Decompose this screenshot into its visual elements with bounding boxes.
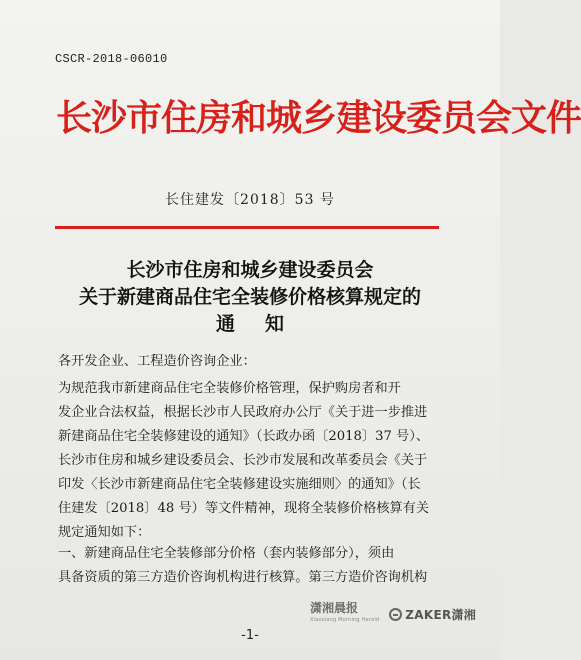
addressee-line: 各开发企业、工程造价咨询企业： <box>58 354 256 369</box>
paragraph-line: 新建商品住宅全装修建设的通知》（长政办函〔2018〕37 号）、 <box>58 429 430 444</box>
page-number: -1- <box>241 628 259 643</box>
body-paragraph-2 <box>58 543 450 591</box>
document-reference-number: 长住建发〔2018〕53 号 <box>165 192 335 208</box>
document-serial-number: CSCR-2018-06010 <box>55 52 168 66</box>
notice-title-line-2: 关于新建商品住宅全装修价格核算规定的 <box>78 286 421 308</box>
paragraph-line: 规定通知如下： <box>58 525 151 540</box>
notice-title-line-3: 通知 <box>215 313 314 335</box>
paragraph-line: 住建发〔2018〕48 号）等文件精神，现将全装修价格核算有关 <box>58 501 430 516</box>
notice-title-line-1: 长沙市住房和城乡建设委员会 <box>126 259 374 281</box>
media-watermark <box>310 602 476 626</box>
red-header-title: 长沙市住房和城乡建设委员会文件 <box>56 97 581 139</box>
paragraph-line: 发企业合法权益，根据长沙市人民政府办公厅《关于进一步推进 <box>58 405 428 420</box>
watermark-left-text: 潇湘晨报 <box>310 601 359 615</box>
zaker-logo-icon <box>389 608 402 621</box>
watermark-right-text: ZAKER潇湘 <box>405 607 477 622</box>
red-divider-line <box>55 226 439 229</box>
paragraph-line: 印发〈长沙市新建商品住宅全装修建设实施细则〉的通知》（长 <box>58 477 421 492</box>
paragraph-line: 为规范我市新建商品住宅全装修价格管理，保护购房者和开 <box>58 381 401 396</box>
xiaoxiang-morning-herald-logo <box>310 602 379 626</box>
paragraph-line: 一、新建商品住宅全装修部分价格（套内装修部分），须由 <box>58 546 395 561</box>
paragraph-line: 长沙市住房和城乡建设委员会、长沙市发展和改革委员会《关于 <box>58 453 428 468</box>
paragraph-line: 具备资质的第三方造价咨询机构进行核算。第三方造价咨询机构 <box>58 570 428 585</box>
watermark-left-subtext: Xiaoxiang Morning Herald <box>310 617 380 623</box>
body-paragraph-1 <box>58 378 450 546</box>
